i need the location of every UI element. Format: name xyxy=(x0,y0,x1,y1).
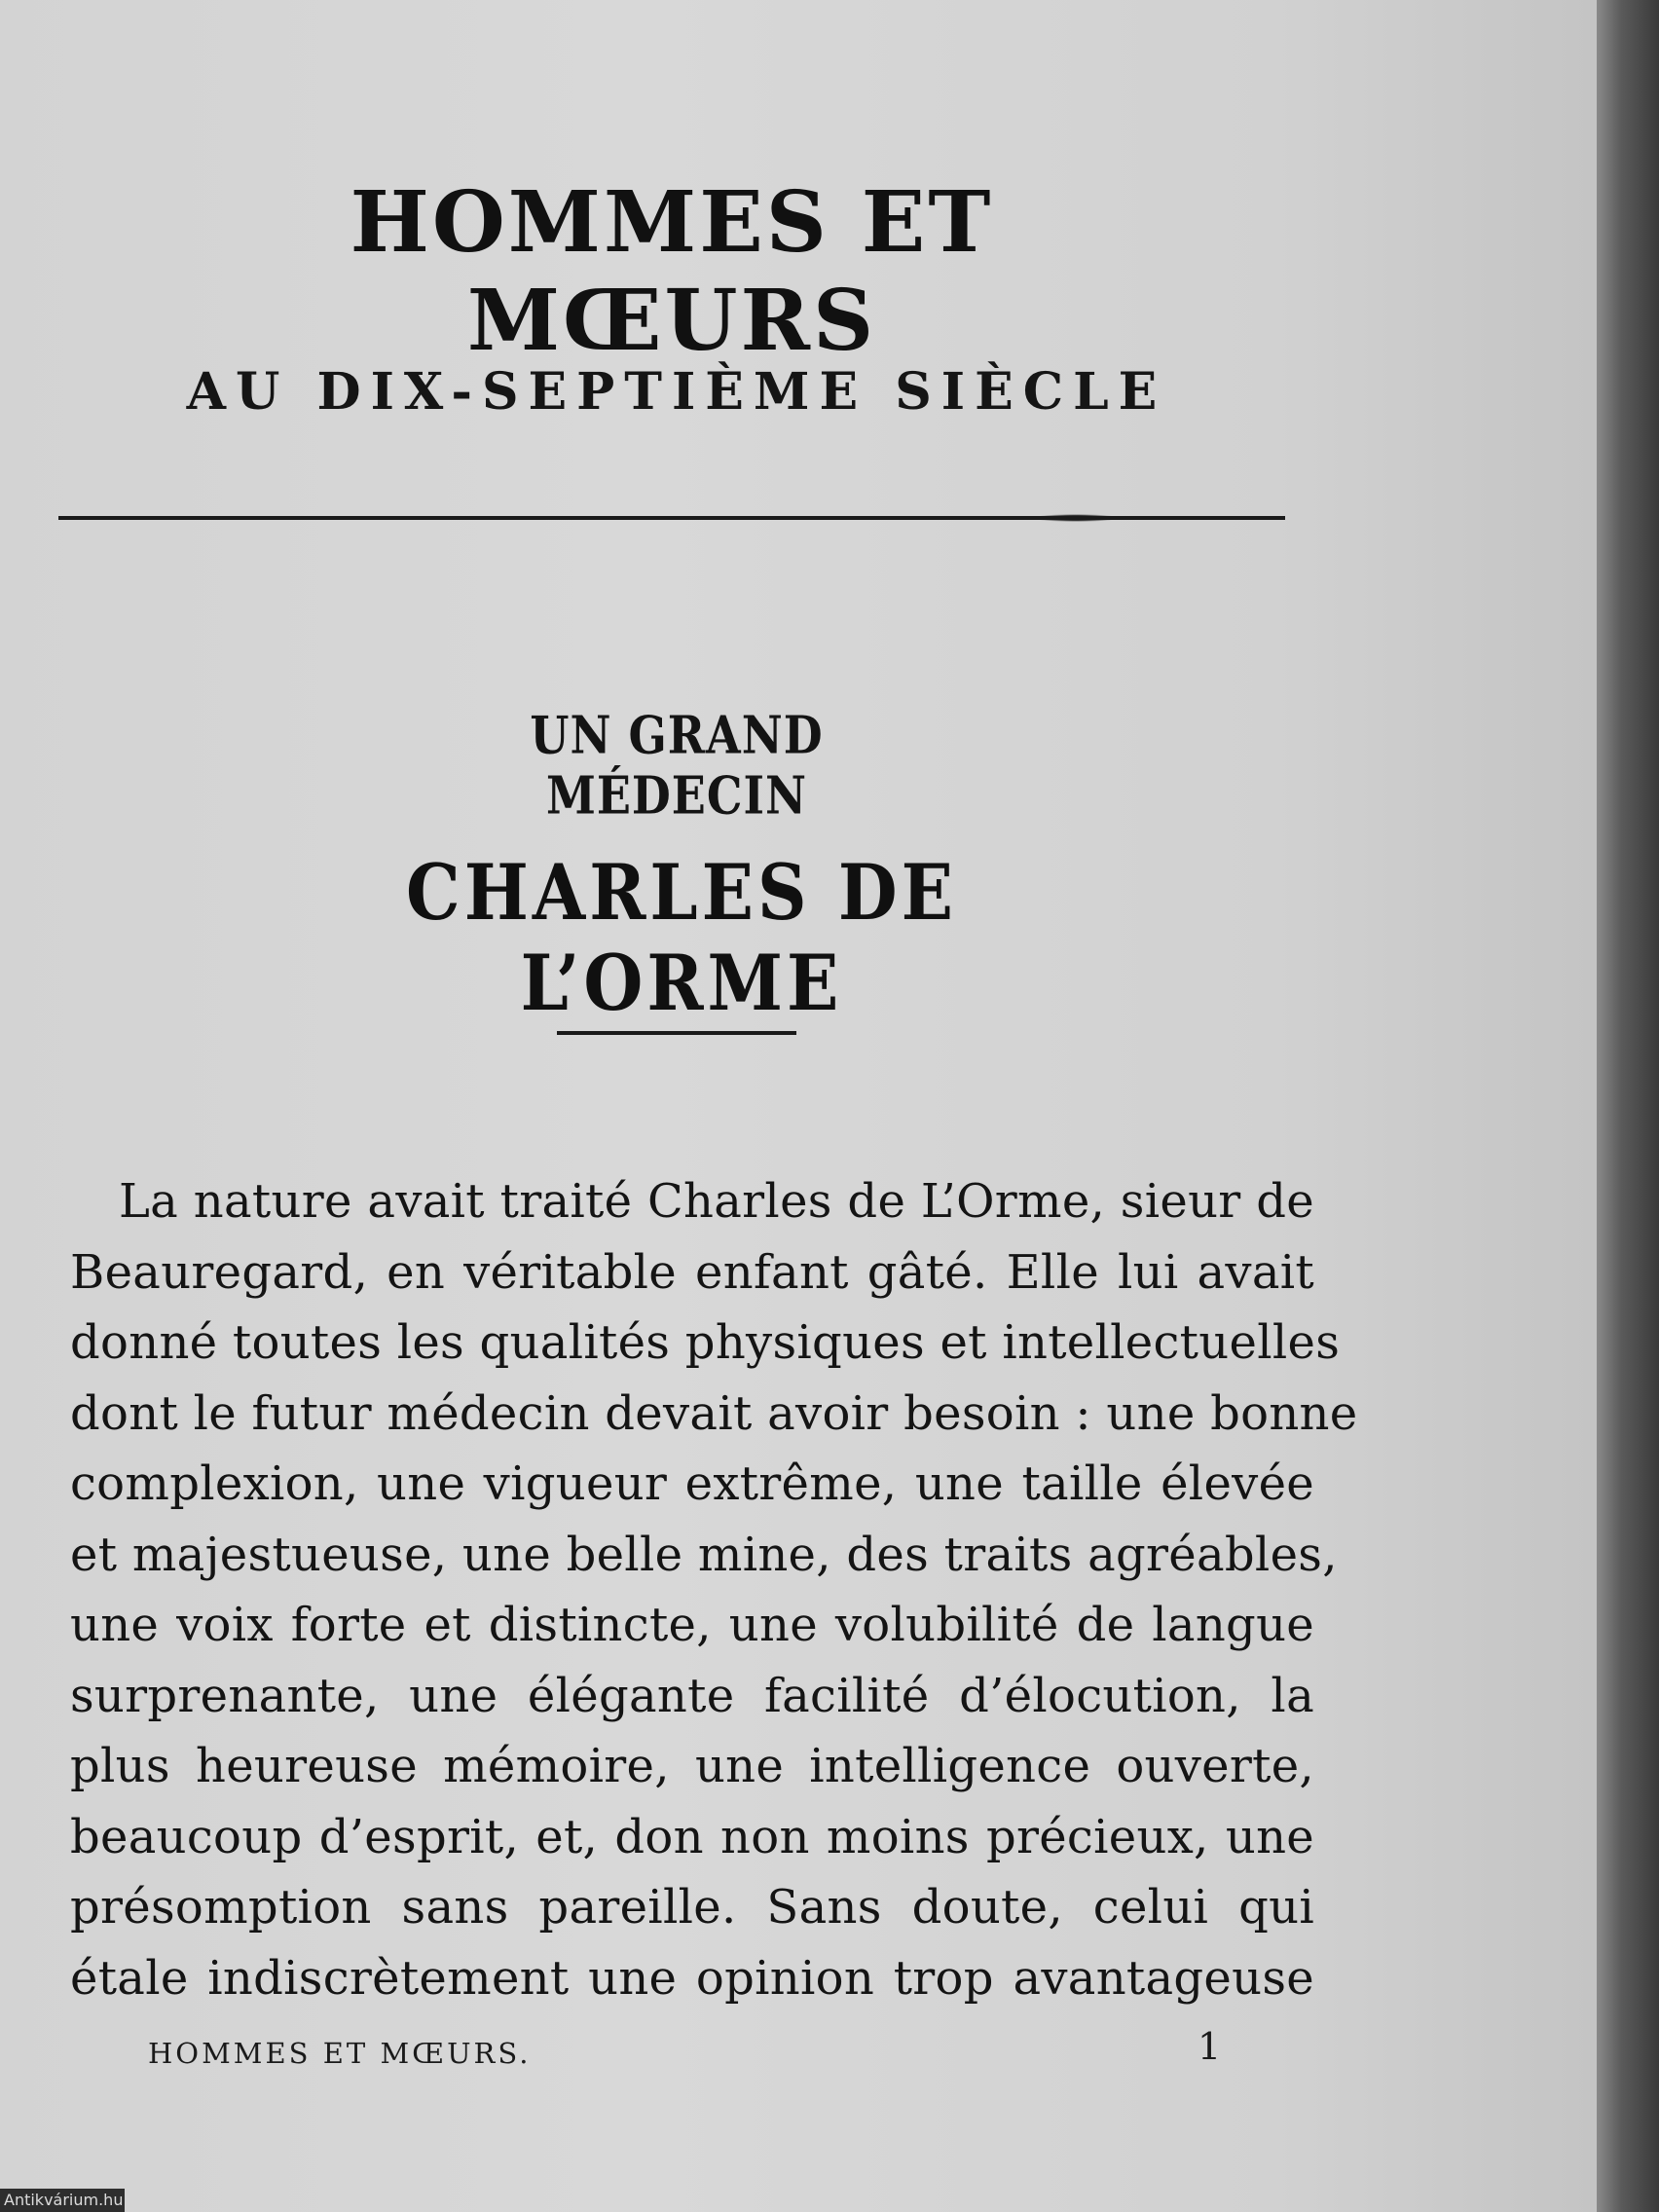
text-line: et majestueuse, une belle mine, des traits agréables, xyxy=(70,1527,1338,1582)
text-line: une voix forte et distincte, une volubilité de langue xyxy=(70,1598,1314,1652)
text-line: complexion, une vigueur extrême, une taille élevée xyxy=(70,1456,1314,1511)
body-paragraph xyxy=(70,1166,1358,2013)
text-line: étale indiscrètement une opinion trop avantageuse xyxy=(70,1950,1314,2006)
chapter-title: CHARLES DE L’ORME xyxy=(406,847,957,1028)
running-head: HOMMES ET MŒURS. xyxy=(148,2037,532,2070)
book-binding-edge xyxy=(1597,0,1659,2212)
text-line: dont le futur médecin devait avoir besoin : une bonne xyxy=(70,1385,1358,1441)
text-line: donné toutes les qualités physiques et intellectuelles xyxy=(70,1315,1341,1370)
book-subtitle: AU DIX-SEPTIÈME SIÈCLE xyxy=(186,362,1167,422)
book-title: HOMMES ET MŒURS xyxy=(350,173,994,370)
text-line: plus heureuse mémoire, une intelligence ouverte, xyxy=(70,1739,1314,1793)
watermark: Antikvárium.hu xyxy=(0,2189,125,2212)
text-line: Beauregard, en véritable enfant gâté. Elle lui avait xyxy=(70,1244,1314,1300)
page-number: 1 xyxy=(1198,2025,1222,2068)
chapter-label: UN GRAND MÉDECIN xyxy=(530,704,824,827)
text-line: présomption sans pareille. Sans doute, celui qui xyxy=(70,1880,1314,1935)
text-line: La nature avait traité Charles de L’Orme, sieur de xyxy=(119,1174,1314,1229)
text-line: beaucoup d’esprit, et, don non moins précieux, une xyxy=(70,1809,1314,1864)
chapter-divider xyxy=(557,1031,796,1035)
title-divider xyxy=(58,516,1285,520)
text-line: surprenante, une élégante facilité d’élocution, la xyxy=(70,1668,1314,1723)
